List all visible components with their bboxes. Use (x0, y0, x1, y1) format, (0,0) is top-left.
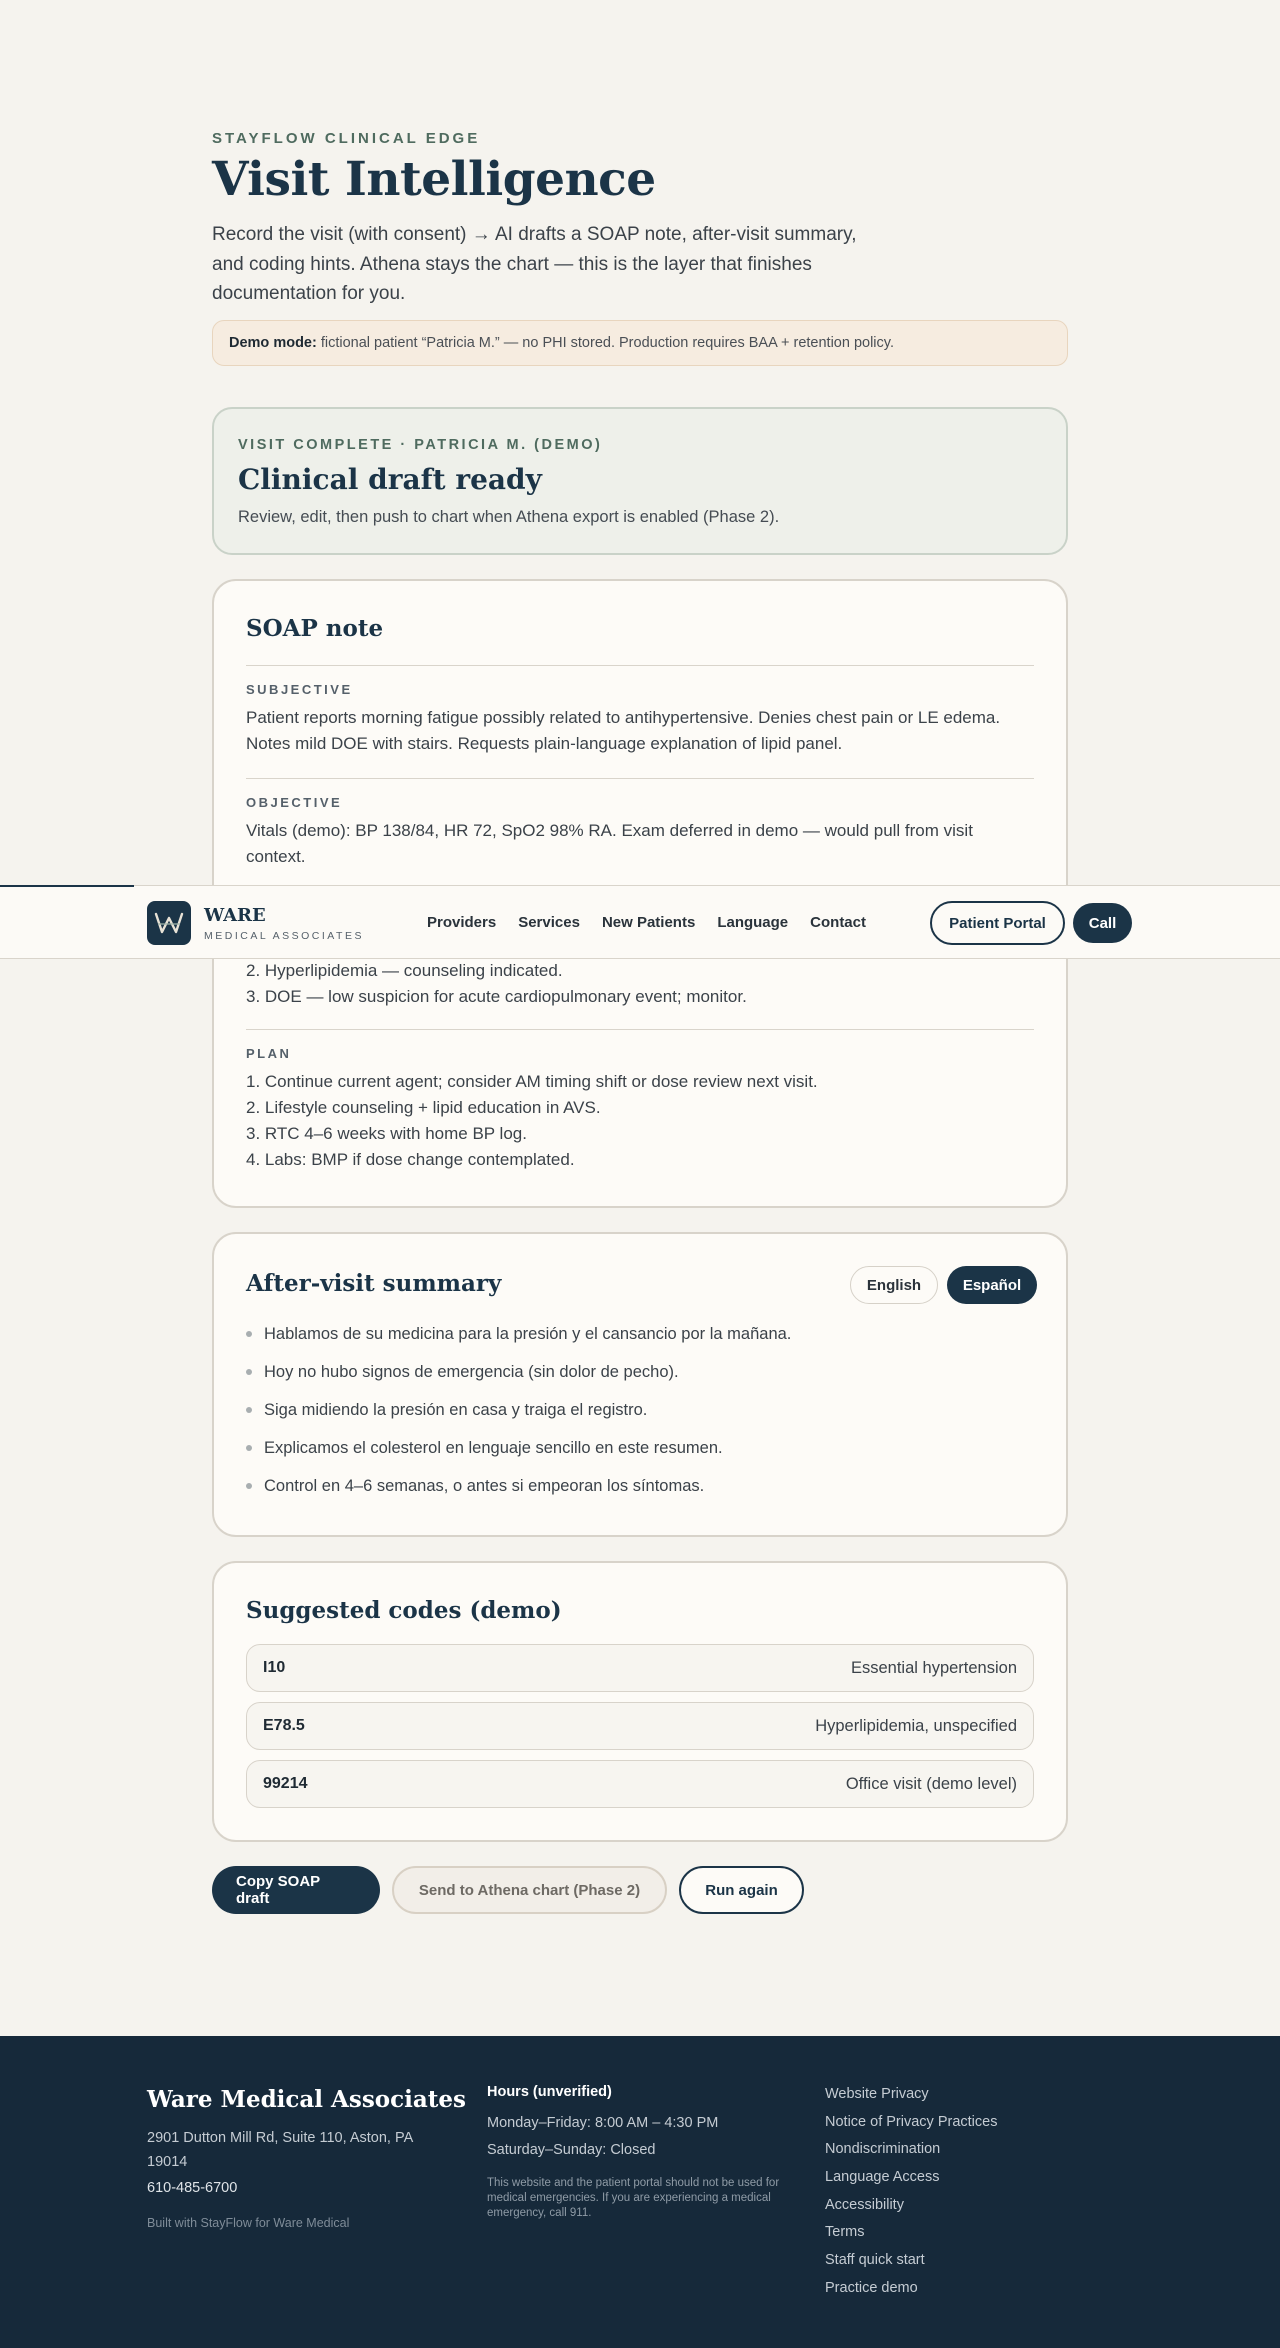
suggested-codes-card (212, 1561, 1068, 1842)
code-row[interactable] (246, 1644, 1034, 1692)
avs-list (246, 1322, 791, 1512)
demo-mode-banner (212, 320, 1068, 366)
plan-item[interactable]: 3. RTC 4–6 weeks with home BP log. (246, 1124, 527, 1143)
footer-link[interactable]: Terms (825, 2224, 865, 2241)
plan-label: PLAN (246, 1046, 292, 1061)
code-value: E78.5 (263, 1717, 305, 1734)
code-description: Office visit (demo level) (845, 1774, 1017, 1793)
logo-subtitle: MEDICAL ASSOCIATES (204, 930, 364, 942)
logo-w-icon[interactable] (147, 901, 191, 945)
code-description: Hyperlipidemia, unspecified (815, 1716, 1017, 1735)
code-row[interactable] (246, 1702, 1034, 1750)
footer-link[interactable]: Notice of Privacy Practices (825, 2113, 998, 2130)
call-button[interactable]: Call (1073, 903, 1132, 943)
list-item: Hoy no hubo signos de emergencia (sin dolor de pecho). (246, 1360, 791, 1398)
footer-emergency-disclaimer: This website and the patient portal should not be used for medical emergencies. If you are experiencing a medical emergency, call 911. (487, 2177, 780, 2219)
nav-link-providers[interactable]: Providers (427, 913, 497, 931)
avs-title: After-visit summary (246, 1270, 502, 1297)
demo-mode-label: Demo mode: (229, 335, 317, 351)
objective-text[interactable]: Vitals (demo): BP 138/84, HR 72, SpO2 98% RA. Exam deferred in demo — would pull from visit context. (246, 821, 973, 866)
after-visit-summary-card (212, 1232, 1068, 1537)
divider (246, 665, 1034, 666)
footer-phone[interactable]: 610-485-6700 (147, 2180, 238, 2196)
footer-link[interactable]: Nondiscrimination (825, 2141, 941, 2158)
demo-mode-text: fictional patient “Patricia M.” — no PHI stored. Production requires BAA + retention policy. (320, 335, 894, 351)
footer-link[interactable]: Staff quick start (825, 2252, 925, 2269)
list-item: Explicamos el colesterol en lenguaje sencillo en este resumen. (246, 1436, 791, 1474)
visit-status-kicker: VISIT COMPLETE · PATRICIA M. (DEMO) (238, 437, 603, 453)
code-description: Essential hypertension (850, 1658, 1017, 1677)
subjective-text[interactable]: Patient reports morning fatigue possibly related to antihypertensive. Denies chest pain or LE edema. Notes mild DOE with stairs. Requests plain-language explanation of lipid panel. (246, 708, 1001, 753)
visit-status-card (212, 407, 1068, 555)
logo-name[interactable]: WARE (204, 905, 266, 926)
footer-link[interactable]: Website Privacy (825, 2086, 929, 2102)
nav-link-contact[interactable]: Contact (810, 913, 866, 931)
footer-hours (487, 2110, 718, 2164)
soap-note-title: SOAP note (246, 615, 384, 642)
footer-hours-weekday: Monday–Friday: 8:00 AM – 4:30 PM (487, 2115, 719, 2131)
scroll-progress-accent (0, 885, 134, 887)
site-footer (0, 2036, 1280, 2348)
action-bar (212, 1866, 804, 1914)
hero-intro: Record the visit (with consent) → AI drafts a SOAP note, after-visit summary, and coding hints. Athena stays the chart — this is the layer that finishes documentation for you. (212, 224, 857, 304)
footer-link[interactable]: Practice demo (825, 2279, 918, 2296)
patient-portal-button[interactable]: Patient Portal (930, 901, 1065, 945)
page-title: Visit Intelligence (212, 152, 656, 207)
nav-links (427, 886, 866, 958)
divider (246, 778, 1034, 779)
code-value: 99214 (263, 1775, 308, 1792)
list-item: Hablamos de su medicina para la presión y el cansancio por la mañana. (246, 1322, 791, 1360)
list-item: Siga midiendo la presión en casa y traiga el registro. (246, 1398, 791, 1436)
nav-link-language[interactable]: Language (717, 913, 789, 931)
assessment-item[interactable]: 3. DOE — low suspicion for acute cardiopulmonary event; monitor. (246, 987, 747, 1006)
subjective-label: SUBJECTIVE (246, 682, 353, 697)
plan-item[interactable]: 4. Labs: BMP if dose change contemplated. (246, 1150, 575, 1169)
site-navbar (0, 885, 1280, 959)
plan-item[interactable]: 1. Continue current agent; consider AM timing shift or dose review next visit. (246, 1072, 818, 1091)
codes-title: Suggested codes (demo) (246, 1597, 562, 1624)
nav-link-services[interactable]: Services (518, 913, 580, 931)
nav-link-new-patients[interactable]: New Patients (601, 913, 696, 931)
run-again-button[interactable]: Run again (679, 1866, 804, 1914)
footer-address: 2901 Dutton Mill Rd, Suite 110, Aston, PA 19014 (147, 2130, 413, 2170)
code-value: I10 (263, 1659, 286, 1676)
footer-link[interactable]: Language Access (825, 2169, 940, 2186)
footer-built-with: Built with StayFlow for Ware Medical (147, 2216, 350, 2230)
divider (246, 1029, 1034, 1030)
plan-item[interactable]: 2. Lifestyle counseling + lipid education in AVS. (246, 1098, 601, 1117)
assessment-item[interactable]: 2. Hyperlipidemia — counseling indicated. (246, 961, 563, 980)
footer-hours-title: Hours (unverified) (487, 2084, 612, 2100)
visit-status-description: Review, edit, then push to chart when Athena export is enabled (Phase 2). (238, 508, 780, 526)
footer-practice-name: Ware Medical Associates (147, 2086, 466, 2113)
copy-soap-button[interactable]: Copy SOAP draft (212, 1866, 380, 1914)
footer-hours-weekend: Saturday–Sunday: Closed (487, 2142, 656, 2158)
list-item: Control en 4–6 semanas, o antes si empeoran los síntomas. (246, 1474, 791, 1512)
language-spanish-button[interactable]: Español (947, 1266, 1037, 1304)
footer-links (825, 2084, 997, 2306)
footer-link[interactable]: Accessibility (825, 2196, 904, 2213)
visit-status-title: Clinical draft ready (238, 463, 542, 496)
code-row[interactable] (246, 1760, 1034, 1808)
objective-label: OBJECTIVE (246, 795, 343, 810)
send-to-athena-button[interactable]: Send to Athena chart (Phase 2) (392, 1866, 667, 1914)
language-english-button[interactable]: English (850, 1266, 938, 1304)
hero-eyebrow: STAYFLOW CLINICAL EDGE (212, 130, 481, 147)
